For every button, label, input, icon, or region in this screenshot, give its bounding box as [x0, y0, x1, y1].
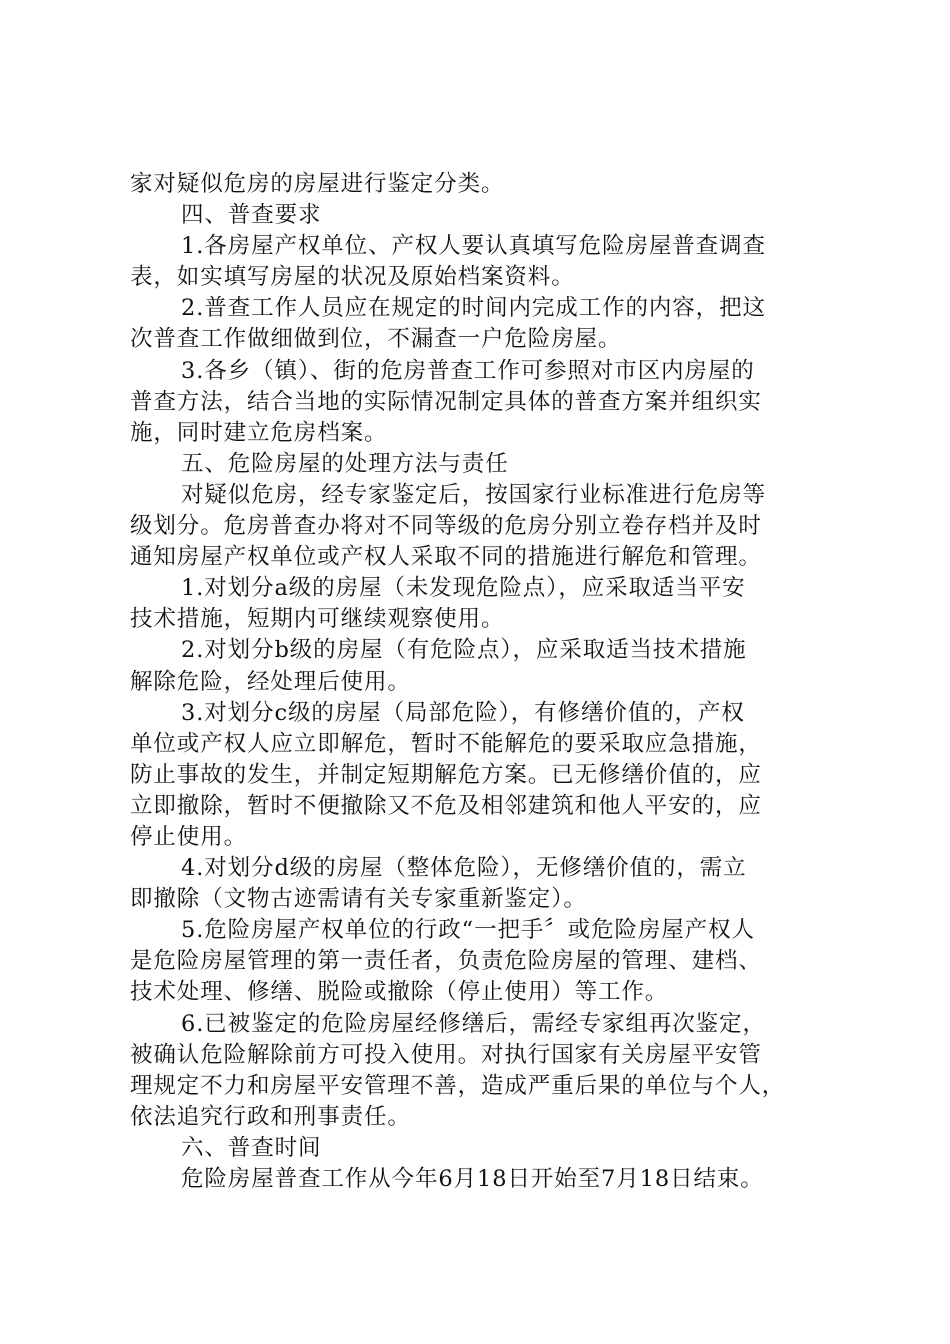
document-body — [130, 169, 820, 1195]
text-line: 表，如实填写房屋的状况及原始档案资料。 — [130, 264, 575, 291]
text-line: 普查方法，结合当地的实际情况制定具体的普查方案并组织实 — [130, 388, 762, 415]
text-line: 对疑似危房，经专家鉴定后，按国家行业标准进行危房等 — [181, 481, 767, 508]
text-line: 技术处理、修缮、脱险或撤除（停止使用）等工作。 — [130, 979, 669, 1006]
text-line: 通知房屋产权单位或产权人采取不同的措施进行解危和管理。 — [130, 544, 762, 571]
text-line: 六、普查时间 — [181, 1134, 322, 1161]
text-line: 3.对划分c级的房屋（局部危险），有修缮价值的，产权 — [181, 699, 745, 726]
text-line: 四、普查要求 — [181, 202, 322, 229]
text-line: 6.已被鉴定的危险房屋经修缮后，需经专家组再次鉴定， — [181, 1010, 766, 1037]
text-line: 级划分。危房普查办将对不同等级的危房分别立卷存档并及时 — [130, 513, 762, 540]
text-line: 依法追究行政和刑事责任。 — [130, 1103, 411, 1130]
text-line: 防止事故的发生，并制定短期解危方案。已无修缮价值的，应 — [130, 761, 762, 788]
text-line: 立即撤除，暂时不便撤除又不危及相邻建筑和他人平安的，应 — [130, 792, 762, 819]
text-line: 被确认危险解除前方可投入使用。对执行国家有关房屋平安管 — [130, 1041, 762, 1068]
text-line: 次普查工作做细做到位，不漏查一户危险房屋。 — [130, 326, 622, 353]
text-line: 解除危险，经处理后使用。 — [130, 668, 411, 695]
text-line: 2.对划分b级的房屋（有危险点），应采取适当技术措施 — [181, 637, 747, 664]
text-line: 停止使用。 — [130, 823, 248, 850]
text-line: 理规定不力和房屋平安管理不善，造成严重后果的单位与个人， — [130, 1072, 786, 1099]
text-line: 是危险房屋管理的第一责任者，负责危险房屋的管理、建档、 — [130, 948, 762, 975]
text-line: 施，同时建立危房档案。 — [130, 419, 388, 446]
text-line: 3.各乡（镇）、街的危房普查工作可参照对市区内房屋的 — [181, 357, 755, 384]
text-line: 危险房屋普查工作从今年6月18日开始至7月18日结束。 — [181, 1166, 764, 1192]
text-line: 4.对划分d级的房屋（整体危险），无修缮价值的，需立 — [181, 855, 747, 882]
text-line: 1.各房屋产权单位、产权人要认真填写危险房屋普查调查 — [181, 233, 766, 260]
text-line: 2.普查工作人员应在规定的时间内完成工作的内容，把这 — [181, 295, 766, 322]
text-line: 五、危险房屋的处理方法与责任 — [181, 450, 509, 477]
text-line: 即撤除（文物古迹需请有关专家重新鉴定）。 — [130, 886, 587, 913]
text-line: 5.危险房屋产权单位的行政“一把手〞或危险房屋产权人 — [181, 917, 755, 944]
text-line: 1.对划分a级的房屋（未发现危险点），应采取适当平安 — [181, 575, 746, 602]
text-line: 技术措施，短期内可继续观察使用。 — [130, 606, 505, 633]
text-line: 单位或产权人应立即解危，暂时不能解危的要采取应急措施， — [130, 730, 762, 757]
text-line: 家对疑似危房的房屋进行鉴定分类。 — [130, 171, 505, 197]
